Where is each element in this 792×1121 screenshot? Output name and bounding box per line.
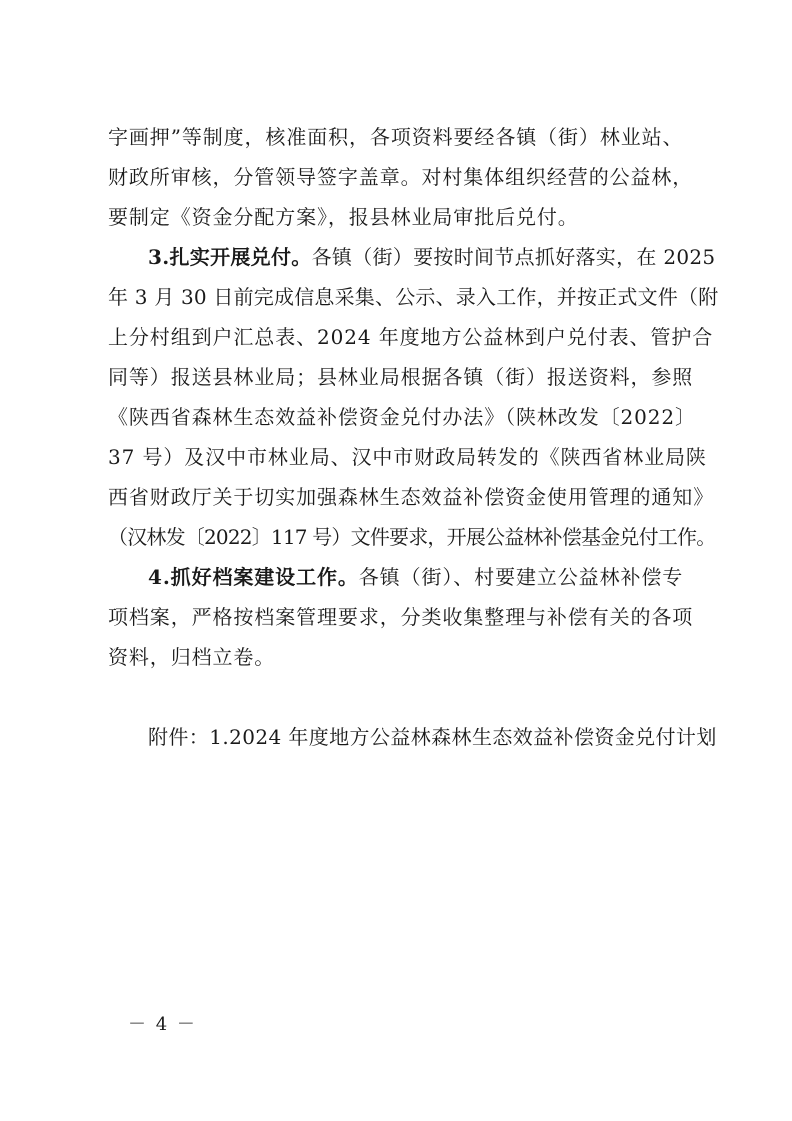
paragraph-line: 《陕西省森林生态效益补偿资金兑付办法》（陕林改发〔2022〕 [108, 405, 696, 429]
section-3-first-line [148, 237, 718, 277]
paragraph-line: 年 3 月 30 日前完成信息采集、公示、录入工作，并按正式文件（附 [108, 285, 719, 309]
page-number: － 4 － [128, 1014, 197, 1035]
paragraph-line: 字画押”等制度，核准面积，各项资料要经各镇（街）林业站、 [108, 125, 684, 149]
paragraph-line: 要制定《资金分配方案》，报县林业局审批后兑付。 [108, 205, 579, 229]
paragraph-line: 上分村组到户汇总表、2024 年度地方公益林到户兑付表、管护合 [108, 325, 714, 349]
section-4-heading: 4.抓好档案建设工作。 [148, 565, 359, 589]
paragraph-line: （汉林发〔2022〕117 号）文件要求，开展公益林补偿基金兑付工作。 [108, 525, 716, 549]
attachment-line: 附件：1.2024 年度地方公益林森林生态效益补偿资金兑付计划 [148, 725, 717, 749]
section-3-heading: 3.扎实开展兑付。 [148, 245, 312, 269]
paragraph-line: 同等）报送县林业局；县林业局根据各镇（街）报送资料，参照 [108, 365, 694, 389]
section-4-first-text: 各镇（街）、村要建立公益林补偿专 [358, 565, 684, 589]
section-3-first-text: 各镇（街）要按时间节点抓好落实，在 2025 [311, 245, 716, 269]
paragraph-line: 西省财政厅关于切实加强森林生态效益补偿资金使用管理的通知》 [108, 485, 715, 509]
paragraph-line: 37 号）及汉中市林业局、汉中市财政局转发的《陕西省林业局陕 [108, 445, 707, 469]
paragraph-line: 项档案，严格按档案管理要求，分类收集整理与补偿有关的各项 [108, 605, 694, 629]
paragraph-line: 资料，归档立卷。 [108, 645, 276, 669]
section-4-first-line [148, 557, 718, 597]
paragraph-line: 财政所审核，分管领导签字盖章。对村集体组织经营的公益林， [108, 165, 694, 189]
